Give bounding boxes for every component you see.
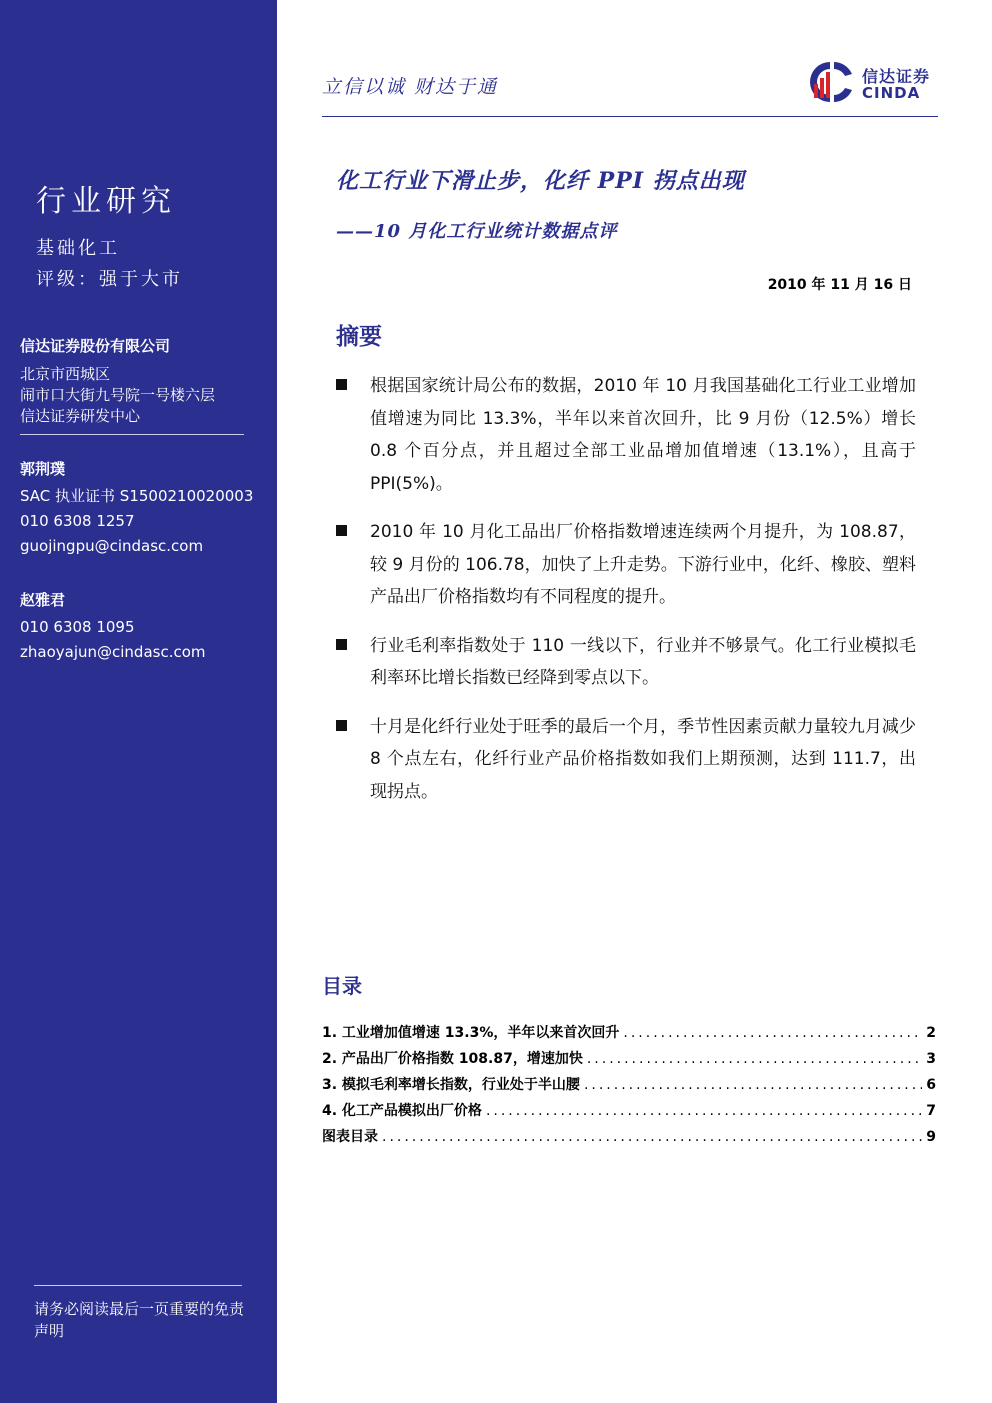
analyst-phone: 010 6308 1095	[20, 618, 135, 636]
toc-entry[interactable]	[322, 1074, 936, 1100]
bullet-text: 2010 年 10 月化工品出厂价格指数增速连续两个月提升，为 108.87，较 9 月份的 106.78，加快了上升走势。下游行业中，化纤、橡胶、塑料产品出厂价格指数均有不同程度的提升。	[370, 522, 916, 607]
header-divider	[322, 116, 938, 117]
sidebar-divider	[20, 434, 244, 435]
toc-entry-label: 图表目录	[322, 1129, 378, 1145]
square-bullet-icon	[336, 525, 347, 536]
analyst-name: 郭荆璞	[20, 460, 66, 478]
bullet-text: 根据国家统计局公布的数据，2010 年 10 月我国基础化工行业工业增加值增速为同比 13.3%，半年以来首次回升，比 9 月份（12.5%）增长 0.8 个百分点，并且超过全部工业品增加值增速（13.1%），且高于 PPI(5%)。	[370, 376, 916, 494]
logo-text-en: CINDA	[862, 84, 921, 102]
toc-leader-dots	[486, 1103, 922, 1119]
sidebar-divider	[34, 1285, 242, 1286]
toc-entry[interactable]	[322, 1048, 936, 1074]
toc-leader-dots	[584, 1077, 922, 1093]
address-line: 闹市口大街九号院一号楼六层	[20, 386, 216, 404]
analyst-cert: SAC 执业证书 S1500210020003	[20, 487, 254, 505]
report-category: 行业研究	[36, 184, 176, 219]
toc-entry-page: 7	[926, 1103, 936, 1119]
abstract-heading: 摘要	[336, 324, 382, 350]
report-title: 化工行业下滑止步，化纤 PPI 拐点出现	[336, 168, 745, 194]
toc-entry-page: 6	[926, 1077, 936, 1093]
toc-heading: 目录	[322, 974, 362, 998]
logo-text-cn: 信达证券	[862, 67, 931, 86]
report-subtitle: ——10 月化工行业统计数据点评	[336, 221, 618, 242]
toc-entry-label: 1. 工业增加值增速 13.3%，半年以来首次回升	[322, 1025, 620, 1041]
bullet-item	[334, 370, 916, 500]
analyst-phone: 010 6308 1257	[20, 512, 135, 530]
toc-entry-label: 3. 模拟毛利率增长指数，行业处于半山腰	[322, 1077, 580, 1093]
bullet-item	[334, 711, 916, 809]
abstract-bullets	[334, 370, 916, 824]
toc-entry-page: 9	[926, 1129, 936, 1145]
bullet-item	[334, 516, 916, 614]
sidebar	[0, 0, 277, 1403]
analyst-email[interactable]: zhaoyajun@cindasc.com	[20, 643, 206, 661]
disclaimer-note: 请务必阅读最后一页重要的免责声明	[34, 1300, 245, 1340]
analyst-info	[20, 459, 253, 559]
toc-entry-label: 2. 产品出厂价格指数 108.87，增速加快	[322, 1051, 583, 1067]
toc-entry-label: 4. 化工产品模拟出厂价格	[322, 1103, 482, 1119]
toc-leader-dots	[623, 1025, 922, 1041]
toc-leader-dots	[382, 1129, 922, 1145]
bullet-text: 十月是化纤行业处于旺季的最后一个月，季节性因素贡献力量较九月减少 8 个点左右，化纤行业产品价格指数如我们上期预测，达到 111.7，出现拐点。	[370, 716, 916, 802]
analyst-name: 赵雅君	[20, 591, 66, 609]
toc-entry-page: 3	[926, 1051, 936, 1067]
cinda-logo-icon	[800, 58, 858, 106]
analyst-email[interactable]: guojingpu@cindasc.com	[20, 537, 204, 555]
cinda-logo	[800, 58, 940, 106]
toc-entry-page: 2	[926, 1025, 936, 1041]
bullet-item	[334, 630, 916, 695]
company-info	[20, 336, 215, 427]
toc-entry[interactable]	[322, 1126, 936, 1152]
toc-entry[interactable]	[322, 1100, 936, 1126]
company-name: 信达证券股份有限公司	[20, 337, 171, 355]
toc-leader-dots	[587, 1051, 922, 1067]
square-bullet-icon	[336, 720, 347, 731]
company-slogan: 立信以诚 财达于通	[322, 76, 499, 98]
report-date: 2010 年 11 月 16 日	[767, 277, 912, 293]
table-of-contents	[322, 1022, 936, 1152]
toc-entry[interactable]	[322, 1022, 936, 1048]
analyst-info	[20, 590, 206, 665]
bullet-text: 行业毛利率指数处于 110 一线以下，行业并不够景气。化工行业模拟毛利率环比增长指数已经降到零点以下。	[370, 635, 916, 688]
industry-label: 基础化工	[36, 238, 120, 259]
square-bullet-icon	[336, 379, 347, 390]
address-line: 信达证券研发中心	[20, 407, 141, 425]
rating-label: 评级：强于大市	[36, 269, 183, 290]
square-bullet-icon	[336, 639, 347, 650]
address-line: 北京市西城区	[20, 365, 111, 383]
